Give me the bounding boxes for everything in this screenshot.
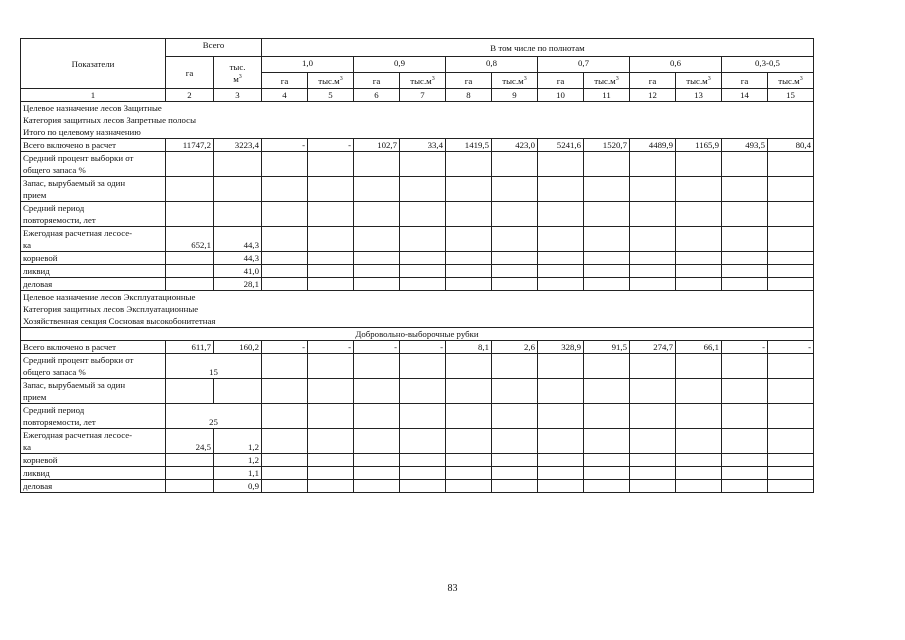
unit-vol: $тыс.м^3$ xyxy=(492,73,538,89)
cell-value: - xyxy=(354,341,400,354)
cell-value: 2,6 xyxy=(492,341,538,354)
unit-vol: $тыс.м^3$ xyxy=(768,73,814,89)
density-header: 1,0 xyxy=(262,57,354,73)
cell-value: 24,5 xyxy=(166,429,214,454)
unit-ha: га xyxy=(354,73,400,89)
col-number: 14 xyxy=(722,89,768,102)
liquid-label: ликвид xyxy=(21,265,166,278)
total-row-label: Всего включено в расчет xyxy=(21,341,166,354)
cell-value: 91,5 xyxy=(584,341,630,354)
cell-value: - xyxy=(768,341,814,354)
cell-value: 4489,9 xyxy=(630,139,676,152)
cell-value: 66,1 xyxy=(676,341,722,354)
section2-subtitle: Добровольно-выборочные рубки xyxy=(21,328,814,341)
cell-value: - xyxy=(308,139,354,152)
unit-vol: $тыс.м^3$ xyxy=(584,73,630,89)
cell-value: 493,5 xyxy=(722,139,768,152)
cell-value: - xyxy=(722,341,768,354)
avg-period-label: Средний период повторяемости, лет xyxy=(21,404,166,429)
stock-cut-label: Запас, вырубаемый за один прием xyxy=(21,379,166,404)
root-label: корневой xyxy=(21,454,166,467)
cell-value: - xyxy=(308,341,354,354)
cell-value: 15 xyxy=(166,354,262,379)
cell-value: 33,4 xyxy=(400,139,446,152)
cell-value: 1419,5 xyxy=(446,139,492,152)
col-number: 15 xyxy=(768,89,814,102)
col-number: 4 xyxy=(262,89,308,102)
stock-cut-label: Запас, вырубаемый за один прием xyxy=(21,177,166,202)
unit-ha: га xyxy=(262,73,308,89)
density-header: 0,8 xyxy=(446,57,538,73)
cell-value: 423,0 xyxy=(492,139,538,152)
cell-value: 1,2 xyxy=(214,454,262,467)
avg-percent-label: Средний процент выборки от общего запаса % xyxy=(21,152,166,177)
col-number: 8 xyxy=(446,89,492,102)
density-header: 0,7 xyxy=(538,57,630,73)
cell-value: 28,1 xyxy=(214,278,262,291)
cell-value: 0,9 xyxy=(214,480,262,493)
section2-info: Целевое назначение лесов Эксплуатационные Категория защитных лесов Эксплуатационные Хозяйственная секция Сосновая высокобонитетная xyxy=(21,291,814,328)
total-vol-header: тыс. $м^3$ xyxy=(214,57,262,89)
col-number: 3 xyxy=(214,89,262,102)
cell-value: 25 xyxy=(166,404,262,429)
unit-vol: $тыс.м^3$ xyxy=(676,73,722,89)
unit-ha: га xyxy=(722,73,768,89)
col-number: 10 xyxy=(538,89,584,102)
avg-percent-label: Средний процент выборки от общего запаса % xyxy=(21,354,166,379)
by-density-header: В том числе по полнотам xyxy=(262,39,814,57)
unit-ha: га xyxy=(630,73,676,89)
cell-value: 5241,6 xyxy=(538,139,584,152)
cell-value: 652,1 xyxy=(166,227,214,252)
col-number: 13 xyxy=(676,89,722,102)
section1-info: Целевое назначение лесов Защитные Категория защитных лесов Запретные полосы Итого по целевому назначению xyxy=(21,102,814,139)
col-number: 7 xyxy=(400,89,446,102)
business-label: деловая xyxy=(21,278,166,291)
forest-cutting-table xyxy=(20,38,814,493)
cell-value: 328,9 xyxy=(538,341,584,354)
col-number: 11 xyxy=(584,89,630,102)
density-header: 0,6 xyxy=(630,57,722,73)
cell-value: 80,4 xyxy=(768,139,814,152)
liquid-label: ликвид xyxy=(21,467,166,480)
col-number: 9 xyxy=(492,89,538,102)
unit-ha: га xyxy=(446,73,492,89)
total-header: Всего xyxy=(166,39,262,57)
indicators-header: Показатели xyxy=(21,39,166,89)
cell-value: - xyxy=(262,341,308,354)
cell-value: 611,7 xyxy=(166,341,214,354)
cell-value: 274,7 xyxy=(630,341,676,354)
cell-value: 8,1 xyxy=(446,341,492,354)
annual-cut-label: Ежегодная расчетная лесосе- ка xyxy=(21,429,166,454)
cell-value: - xyxy=(262,139,308,152)
col-number: 5 xyxy=(308,89,354,102)
unit-vol: $тыс.м^3$ xyxy=(400,73,446,89)
cell-value: 1520,7 xyxy=(584,139,630,152)
cell-value: 102,7 xyxy=(354,139,400,152)
unit-ha: га xyxy=(538,73,584,89)
cell-value: 44,3 xyxy=(214,252,262,265)
cell-value: 160,2 xyxy=(214,341,262,354)
root-label: корневой xyxy=(21,252,166,265)
avg-period-label: Средний период повторяемости, лет xyxy=(21,202,166,227)
cell-value: 41,0 xyxy=(214,265,262,278)
cell-value: 1,2 xyxy=(214,429,262,454)
cell-value: 44,3 xyxy=(214,227,262,252)
business-label: деловая xyxy=(21,480,166,493)
unit-vol: $тыс.м^3$ xyxy=(308,73,354,89)
cell-value: 1,1 xyxy=(214,467,262,480)
page-number: 83 xyxy=(447,583,458,594)
col-number: 1 xyxy=(21,89,166,102)
annual-cut-label: Ежегодная расчетная лесосе- ка xyxy=(21,227,166,252)
cell-value: - xyxy=(400,341,446,354)
col-number: 12 xyxy=(630,89,676,102)
cell-value: 3223,4 xyxy=(214,139,262,152)
density-header: 0,3-0,5 xyxy=(722,57,814,73)
cell-value: 11747,2 xyxy=(166,139,214,152)
total-ha-header: га xyxy=(166,57,214,89)
total-row-label: Всего включено в расчет xyxy=(21,139,166,152)
density-header: 0,9 xyxy=(354,57,446,73)
col-number: 2 xyxy=(166,89,214,102)
col-number: 6 xyxy=(354,89,400,102)
cell-value: 1165,9 xyxy=(676,139,722,152)
